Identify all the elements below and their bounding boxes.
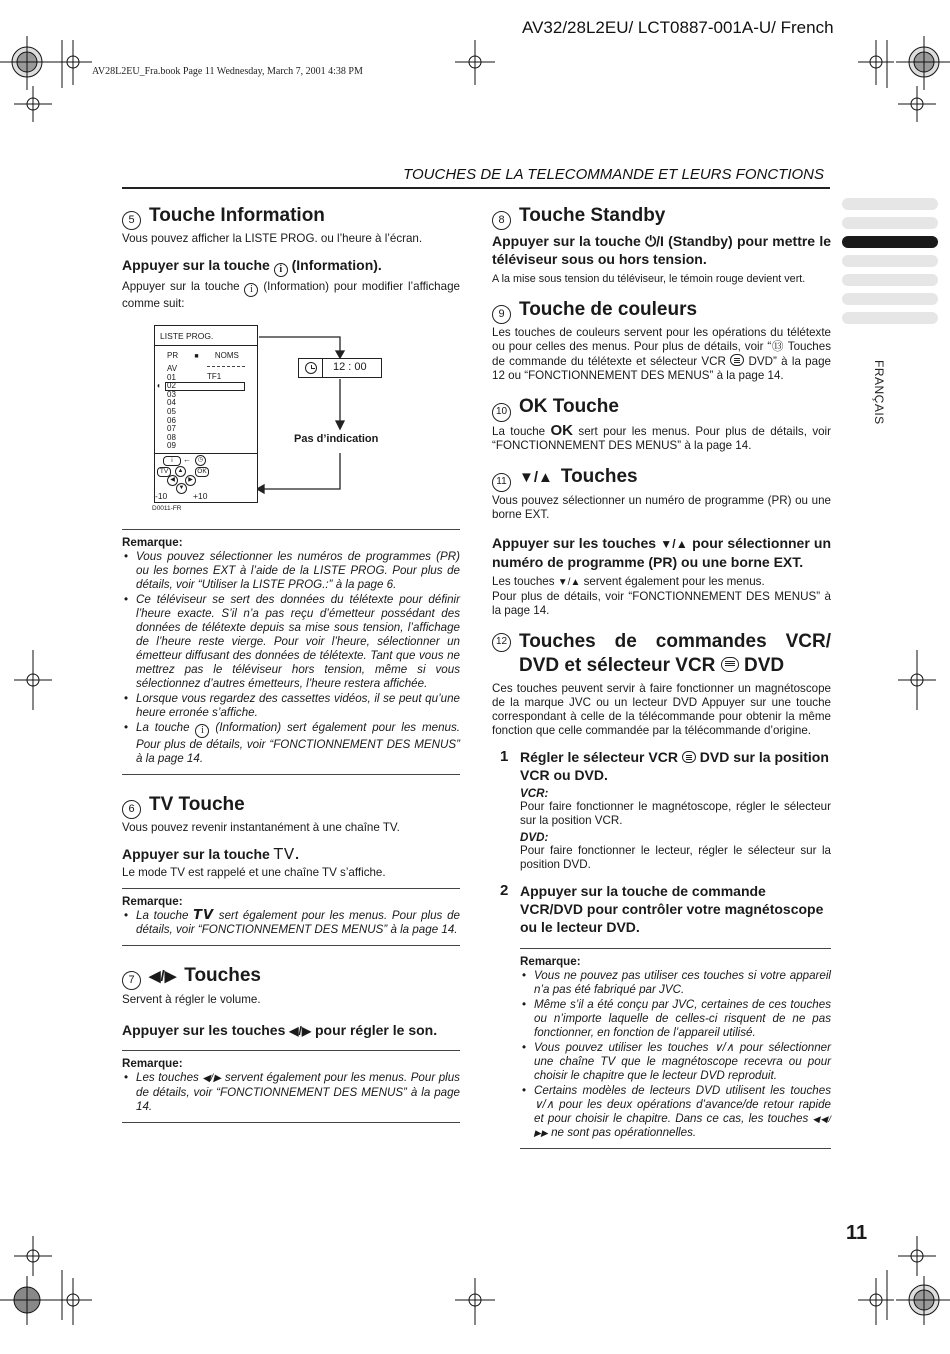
step-description: A la mise sous tension du téléviseur, le témoin rouge devient vert. [492,273,806,285]
remark-list [520,969,831,1140]
name-placeholder [207,366,245,367]
section-heading [492,630,831,678]
desc-text: Les touches [492,575,555,588]
page-number: 11 [846,1222,868,1244]
instruction-step [492,534,831,571]
dvd-label: DVD: [520,831,549,844]
program-entry: 04 [167,398,176,408]
program-entry: 05 [167,406,176,416]
section-heading [492,204,831,228]
remark-text: (Information) sert également pour les menus. Pour plus de détails, voir “FONCTIONNEMENT DES MENUS” à la page 14. [136,721,460,765]
info-button-icon: i [244,283,258,297]
divider [122,945,460,946]
divider [122,1122,460,1123]
step-description: Pour plus de détails, voir “FONCTIONNEMENT DES MENUS” à la page 14. [492,590,831,617]
step-title [520,748,831,784]
remark-text: pour les deux opérations d’avance/de retour rapide et pour choisir le chapitre. Dans ce cas, les touches [534,1098,831,1125]
clock-icon: ◷ [195,455,206,466]
screen-columns [167,351,253,360]
info-button-icon: i [195,724,209,738]
section-number: 5 [122,211,141,230]
step-text: (Information). [291,257,382,273]
remark-heading: Remarque: [520,955,581,968]
step-text: pour régler le son. [314,1022,438,1038]
program-list [167,365,177,451]
section-text-part: sert pour les menus. Pour plus de détails, voir “FONCTIONNEMENT DES MENUS” à la page 14. [492,425,831,452]
divider [520,948,831,949]
column-pr: PR [167,351,179,360]
remark-text: Vous pouvez utiliser les touches [534,1041,709,1054]
down-arrow-icon: ▼ [176,483,187,494]
section-title: TV Touche [149,794,245,815]
program-entry: 09 [167,441,176,451]
column-names: NOMS [214,351,239,360]
book-file-info: AV28L2EU_Fra.book Page 11 Wednesday, March 7, 2001 4:38 PM [92,66,363,77]
info-button-icon: i [274,263,288,277]
teletext-icon [730,354,744,366]
clock-display [298,358,382,378]
remark-item: • Ce téléviseur se sert des données du télétexte pour définir l’heure exacte. S’il n’a pas reçu d’émetteur possédant des données de télétexte depuis sa mise sous tension, l’affichage de l’heure reste vierge. Pour voir l’heure, sélectionner un émetteur diffusant des données de télétexte. Tant que vous ne mettrez pas le téléviseur hors tension, même si vous sélectionnez d’autres émetteurs, l’heure restera affichée. [122,593,460,691]
step-description [492,575,831,590]
remark-text: sert également pour les menus. Pour plus de détails, voir “FONCTIONNEMENT DES MENUS” à la page 14. [136,909,460,936]
section-intro: Servent à régler le volume. [122,993,261,1006]
figure-code: D0011-FR [152,505,182,512]
step-text: . [295,846,300,862]
section-number: 7 [122,971,141,990]
section-number: 6 [122,800,141,819]
step-title: Appuyer sur la touche de commande VCR/DVD pour contrôler votre magnétoscope ou le lecteur DVD. [520,883,824,935]
channel-arrows-icon: ∨/∧ [534,1098,555,1111]
remark-list [122,550,460,766]
program-arrows-icon: ▼/▲ [519,469,553,486]
section-title: Touches de commandes VCR/ [519,631,831,652]
minus-ten-label: -10 [155,491,168,501]
instruction-step [122,1021,460,1040]
vcr-label: VCR: [520,787,549,800]
screen-divider [155,453,257,454]
remark-item [520,1084,831,1140]
section-text-part: DVD” à la page 12 ou “FONCTIONNEMENT DES MENUS” à la page 14. [492,355,831,382]
remark-text: ne sont pas opérationnelles. [551,1126,697,1139]
section-intro: Vous pouvez afficher la LISTE PROG. ou l’heure à l’écran. [122,232,423,245]
step-number: 2 [500,882,509,899]
section-intro: Vous pouvez sélectionner un numéro de programme (PR) ou une borne EXT. [492,494,831,521]
remark-item [122,909,460,937]
program-entry: 08 [167,432,176,442]
tv-screen-liste-prog [154,325,258,503]
chapter-tab [842,198,938,210]
step-text: Appuyer sur les touches [492,535,657,551]
section-title: DVD [743,655,785,676]
vcr-description: Pour faire fonctionner le magnétoscope, régler le sélecteur sur la position VCR. [520,800,831,827]
remark-item: • Lorsque vous regardez des cassettes vidéos, il se peut qu’une heure erronée s’affiche. [122,692,460,720]
remark-heading: Remarque: [122,536,183,549]
step-content [520,882,831,936]
remark-item [520,1041,831,1083]
divider [122,1050,460,1051]
remark-item: • Même s’il a été conçu par JVC, certaines de ces touches ou n’importe laquelle de celles-ci risquent de ne pas fonctionner, en fonction de l’appareil utilisé. [520,998,831,1040]
up-arrow-icon: ▲ [175,466,186,477]
section-number: 10 [492,403,511,422]
teletext-icon [682,751,696,763]
section-text [492,424,831,453]
chapter-tab-active [842,236,938,248]
chapter-tab [842,217,938,229]
right-arrow-icon: ▶ [185,475,196,486]
step-description [122,280,460,311]
section-title: Touche Standby [519,205,666,226]
step-text: DVD sur la position VCR ou DVD. [520,749,829,783]
channel-arrows-icon: ∨/∧ [713,1041,735,1054]
section-number: 8 [492,211,511,230]
section-number: 11 [492,473,511,492]
program-entry: AV [167,364,178,373]
volume-arrows-icon: ◀/▶ [149,968,177,985]
divider [122,774,460,775]
instruction-step [492,232,831,268]
desc-text: servent également pour les menus. [583,575,765,588]
program-arrows-icon: ▼/▲ [557,577,581,588]
step-text: Appuyer sur la touche [122,257,270,273]
step-content [520,748,831,872]
dvd-description: Pour faire fonctionner le lecteur, régler le sélecteur sur la position DVD. [520,844,831,871]
step-text: pour sélectionner un numéro de programme (PR) ou une borne EXT. [492,535,832,570]
step-text: Régler le sélecteur VCR [520,749,678,765]
step-text: Appuyer sur la touche [122,846,270,862]
tv-button-icon: TV [273,845,296,863]
plus-ten-label: +10 [193,491,208,501]
section-intro: Vous pouvez revenir instantanément à une chaîne TV. [122,821,400,834]
screen-title: LISTE PROG. [160,331,214,341]
remark-item: • Vous pouvez sélectionner les numéros de programmes (PR) ou les bornes EXT à l’aide de la LISTE PROG. Pour plus de détails, voir “Utiliser la LISTE PROG.:” à la page 6. [122,550,460,592]
section-number: 12 [492,633,511,652]
remark-heading: Remarque: [122,895,183,908]
remark-item [122,1071,460,1114]
divider [122,529,460,530]
section-title: Touche de couleurs [519,299,698,320]
chapter-tab [842,274,938,286]
section-title: DVD et sélecteur VCR [519,655,716,676]
page-title: TOUCHES DE LA TELECOMMANDE ET LEURS FONCTIONS [403,166,824,183]
program-entry: 07 [167,424,176,434]
instruction-step [122,845,460,863]
chapter-tab [842,312,938,324]
section-title: Touche Information [149,205,325,226]
fast-forward-rewind-icon: ◀◀/▶▶ [534,1114,831,1138]
section-title: Touches [560,466,638,487]
desc-text: (Information) pour modifier l’affichage comme suit: [122,280,460,310]
remark-list [122,1071,460,1114]
section-heading [492,395,831,420]
section-title: OK Touche [519,396,619,417]
clock-icon [305,362,317,374]
program-entry: 02 [167,381,176,391]
header-divider [122,187,830,189]
screen-divider [155,345,257,346]
remark-item [122,721,460,766]
section-heading [122,793,460,817]
numbered-step [492,748,831,872]
teletext-icon [721,657,739,672]
section-number: 9 [492,305,511,324]
remark-text: Certains modèles de lecteurs DVD utilisent les touches [534,1084,831,1097]
divider [520,1148,831,1149]
info-button-icon: i [163,456,181,466]
program-arrows-icon: ▼/▲ [660,537,688,551]
step-number: 1 [500,748,509,765]
no-display-label: Pas d’indication [294,433,379,445]
left-column [122,204,460,1129]
section-heading [122,964,460,989]
language-label: FRANÇAIS [872,360,886,425]
remark-text: servent également pour les menus. Pour plus de détails, voir “FONCTIONNEMENT DES MENUS” à la page 14. [136,1071,460,1113]
tv-button-icon: TV [157,467,171,477]
section-title: Touches [184,965,261,986]
ok-button-icon: OK [195,467,209,477]
volume-arrows-icon: ◀/▶ [289,1024,312,1038]
section-title-line [519,654,831,678]
remark-text: Les touches [136,1071,199,1084]
chapter-tab [842,255,938,267]
section-text-part: Les touches de couleurs servent pour les opérations du télétexte ou pour celles des menus. Pour plus de détails, voir “⑬ Touches de commande du télétexte et sélecteur VCR [492,326,831,368]
section-heading [122,204,460,228]
standby-icon: ⏻/I [645,233,664,249]
program-entry: 03 [167,389,176,399]
section-text-part: La touche [492,425,546,438]
lock-icon: ■ [194,353,199,360]
document-reference: AV32/28L2EU/ LCT0887-001A-U/ French [522,18,834,37]
section-heading [492,298,831,322]
instruction-step [122,256,460,277]
remark-heading: Remarque: [122,1057,183,1070]
selection-marker-icon: ◖ [156,381,161,390]
chapter-tab [842,293,938,305]
section-intro: Ces touches peuvent servir à faire fonctionner un magnétoscope de la marque JVC ou un lecteur DVD Appuyer sur une touche correspondant à celle de la télécommande pour obtenir la même fonction que celle commandée par la télécommande d’origine. [492,682,831,737]
remark-item: • Vous ne pouvez pas utiliser ces touches si votre appareil n’a pas été fabriqué par JVC. [520,969,831,997]
step-text: Appuyer sur la touche [492,233,641,249]
ok-button-icon: OK [550,422,574,439]
section-text [492,326,831,383]
display-cycle-figure [122,325,460,521]
remark-text: La touche [136,721,190,734]
tv-button-icon: TV [193,908,215,923]
clock-divider [322,359,323,377]
step-description: Le mode TV est rappelé et une chaîne TV s’affiche. [122,866,386,879]
clock-time: 12 : 00 [333,361,367,373]
divider [122,888,460,889]
remark-box [520,948,831,1149]
remark-text: La touche [136,909,189,922]
arrow-left-icon: ← [183,455,191,464]
program-entry: 01 [167,372,176,382]
remark-list [122,909,460,937]
volume-arrows-icon: ◀/▶ [202,1073,222,1084]
program-entry: 06 [167,415,176,425]
program-name: TF1 [207,372,222,381]
left-arrow-icon: ◀ [167,475,178,486]
right-column [492,204,831,1155]
desc-text: Appuyer sur la touche [122,280,240,293]
remark-text: pour sélectionner une chaîne TV que le magnétoscope recevra ou pour choisir le chapitre que le lecteur DVD reproduit. [534,1041,831,1082]
step-text: (Standby) pour mettre le téléviseur sous ou hors tension. [492,233,831,267]
chapter-tabs [842,198,938,331]
step-text: Appuyer sur les touches [122,1022,286,1038]
numbered-step [492,882,831,936]
section-heading [492,465,831,490]
